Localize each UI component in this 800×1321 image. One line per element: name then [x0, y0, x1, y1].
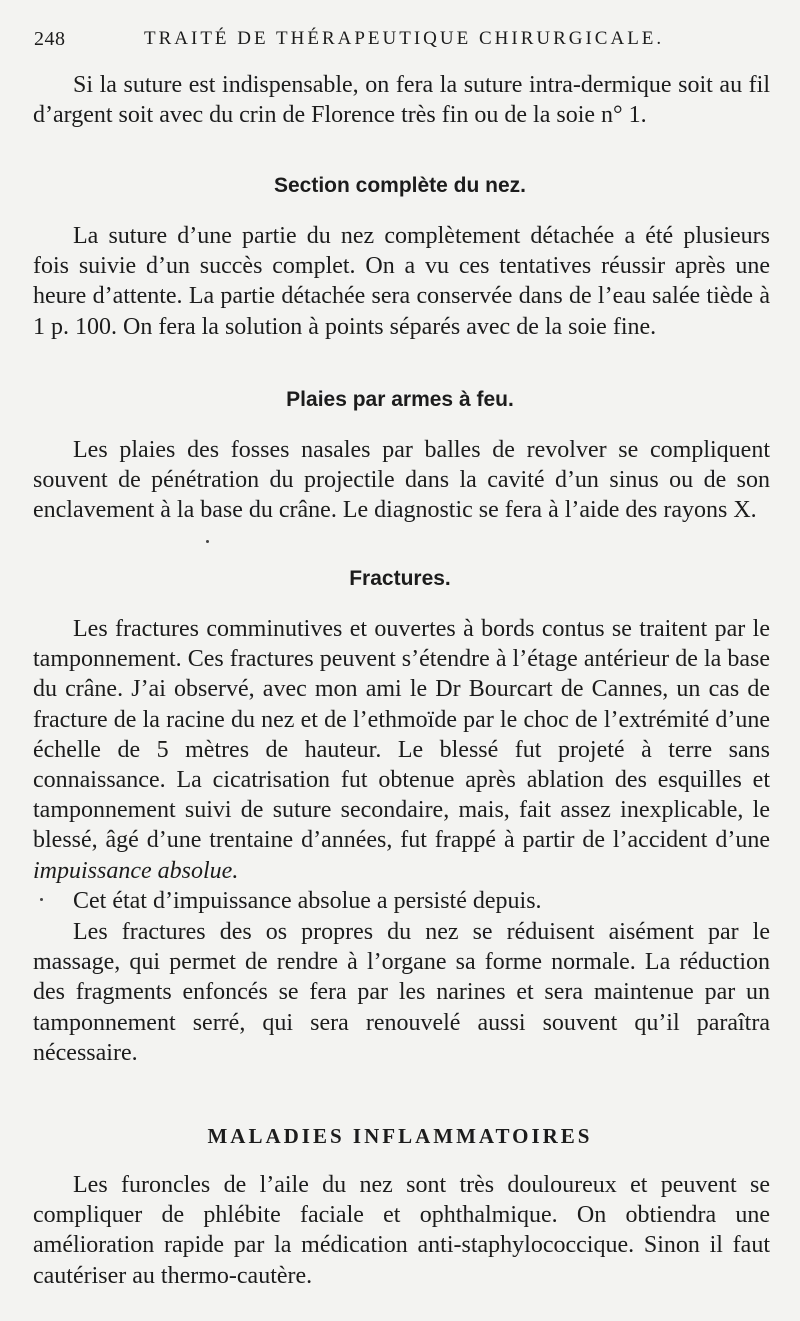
paragraph-section-complete: La suture d’une partie du nez complètement détachée a été plusieurs fois suivie d’un succès complet. On a vu ces tentatives réussir après une heure d’attente. La partie détachée sera conservée dans de l’eau salée tiède à 1 p. 100. On fera la solution à points séparés avec de la soie fine.: [33, 223, 770, 340]
running-title: TRAITÉ DE THÉRAPEUTIQUE CHIRURGICALE.: [144, 28, 665, 49]
heading-fractures: Fractures.: [349, 567, 451, 590]
heading-plaies: Plaies par armes à feu.: [286, 388, 514, 411]
paragraph-impuissance: Cet état d’impuissance absolue a persisté depuis.: [73, 888, 542, 914]
heading-maladies-inflammatoires: MALADIES INFLAMMATOIRES: [207, 1124, 593, 1148]
page-number: 248: [34, 28, 66, 50]
running-header: [34, 28, 760, 58]
print-speck: [206, 540, 209, 543]
heading-section-complete: Section complète du nez.: [273, 174, 527, 197]
print-speck: [40, 898, 43, 901]
paragraph-fractures: [33, 614, 770, 886]
paragraph-fractures-os: Les fractures des os propres du nez se réduisent aisément par le massage, qui permet de rendre à l’organe sa forme normale. La réduction des fragments enfoncés se fera par les narines et sera maintenue par un tamponnement serré, qui sera renouvelé aussi souvent qu’il paraîtra nécessaire.: [33, 919, 770, 1066]
paragraph-plaies: Les plaies des fosses nasales par balles de revolver se compliquent souvent de pénétration du projectile dans la cavité d’un sinus ou de son enclavement à la base du crâne. Le diagnostic se fera à l’aide des rayons X.: [33, 437, 770, 524]
paragraph-fractures-emphasis: impuissance absolue.: [33, 857, 239, 884]
paragraph-furoncles: Les furoncles de l’aile du nez sont très douloureux et peuvent se compliquer de phlébite faciale et ophthalmique. On obtiendra une amélioration rapide par la médication anti-staphylococcique. Sinon il faut cautériser au thermo-cautère.: [33, 1172, 770, 1289]
paragraph-suture: Si la suture est indispensable, on fera la suture intra-dermique soit au fil d’argent soit avec du crin de Florence très fin ou de la soie n° 1.: [33, 72, 770, 129]
paragraph-fractures-text: Les fractures comminutives et ouvertes à bords contus se traitent par le tamponnement. Ces fractures peuvent s’étendre à l’étage antérieur de la base du crâne. J’ai observé, avec mon ami le Dr Bourcart de Cannes, un cas de fracture de la racine du nez et de l’ethmoïde par le choc de l’extrémité d’une échelle de 5 mètres de hauteur. Le blessé fut projeté à terre sans connaissance. La cicatrisation fut obtenue après ablation des esquilles et tamponnement suivi de suture secondaire, mais, fait assez inexplicable, le blessé, âgé d’une trentaine d’années, fut frappé à partir de l’accident d’une: [33, 616, 770, 854]
